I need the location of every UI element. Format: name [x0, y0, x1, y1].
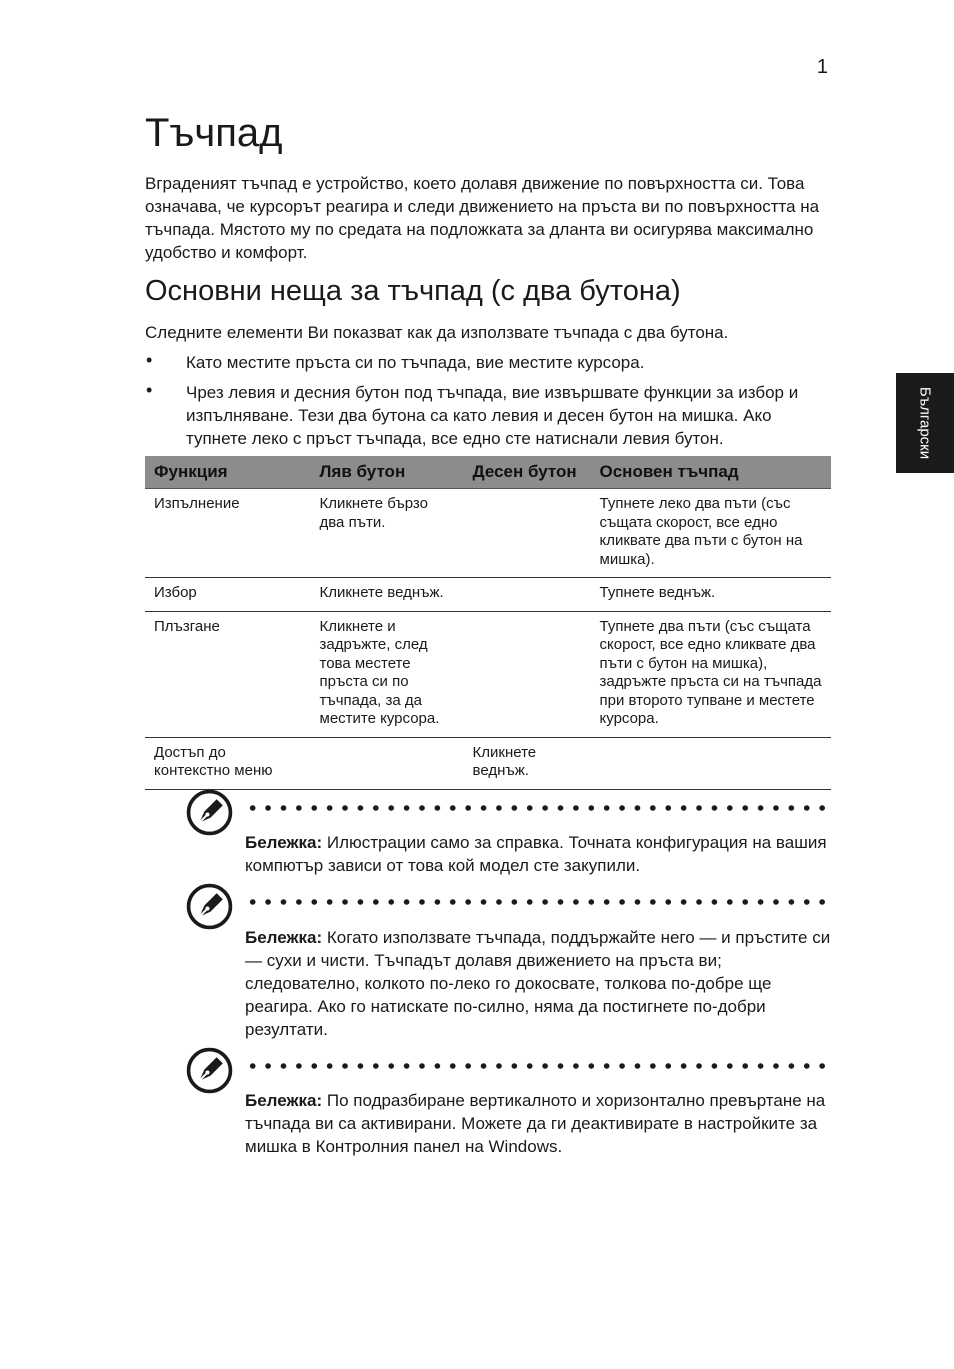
lead-paragraph: Следните елементи Ви показват как да използвате тъчпада с два бутона.: [145, 323, 729, 342]
table-cell: Тупнете два пъти (със същата скорост, все едно кликвате два пъти с бутон на мишка), задръжте пръста си на тъчпада при второто тупване и местете курсора.: [591, 611, 832, 737]
table-cell: Кликнете и задръжте, след това местете пръста си по тъчпада, за да местите курсора.: [311, 611, 464, 737]
note-body: Когато използвате тъчпада, поддържайте него — и пръстите си — сухи и чисти. Тъчпадът долавя движението на пръста ви; следователно, колкото по-леко го докосвате, толкова по-добре ще реагира. Ако го натискате по-силно, няма да постигнете по-добри резултати.: [245, 928, 831, 1039]
note-body: Илюстрации само за справка. Точната конфигурация на вашия компютър зависи от това кой модел сте закупили.: [245, 833, 827, 875]
table-cell: [464, 611, 591, 737]
table-cell: Изпълнение: [145, 489, 311, 578]
note-paragraph: [245, 1089, 835, 1158]
header-main-touchpad: Основен тъчпад: [591, 456, 832, 489]
bullet-item: Чрез левия и десния бутон под тъчпада, вие извършвате функции за избор и изпълняване. Тези два бутона са като левия и десен бутон на мишка. Ако тупнете леко с пръст тъчпада, все едно сте натиснали левия бутон.: [186, 383, 799, 448]
table-cell: Плъзгане: [145, 611, 311, 737]
note-divider: [245, 899, 833, 905]
table-cell: [464, 578, 591, 612]
table-cell: Кликнете бързо два пъти.: [311, 489, 464, 578]
note-label: Бележка:: [245, 833, 323, 852]
language-tab: [896, 373, 954, 473]
page-title: Тъчпад: [145, 111, 283, 155]
note-pen-icon: [186, 883, 233, 930]
header-function: Функция: [145, 456, 311, 489]
note-paragraph: [245, 831, 835, 877]
header-right-button: Десен бутон: [464, 456, 591, 489]
note-pen-icon: [186, 1047, 233, 1094]
table-cell: [464, 489, 591, 578]
note-pen-icon: [186, 789, 233, 836]
page-number: 1: [816, 56, 828, 78]
language-tab-label: Български: [916, 386, 934, 460]
table-row: [145, 489, 831, 578]
note-body: По подразбиране вертикалното и хоризонтално превъртане на тъчпада ви са активирани. Можете да ги деактивирате в настройките за мишка в Контролния панел на Windows.: [245, 1091, 826, 1156]
section-title: Основни неща за тъчпад (с два бутона): [145, 275, 681, 307]
header-left-button: Ляв бутон: [311, 456, 464, 489]
note-label: Бележка:: [245, 928, 323, 947]
note-paragraph: [245, 926, 835, 1041]
table-cell: Тупнете леко два пъти (със същата скорост, все едно кликвате два пъти с бутон на мишка).: [591, 489, 832, 578]
intro-paragraph: Вграденият тъчпад е устройство, което долавя движение по повърхността си. Това означава, че курсорът реагира и следи движението на пръста ви по повърхността на тъчпада. Мястото му по средата на подложката за дланта ви осигурява максимално удобство и комфорт.: [145, 174, 820, 262]
function-table: [145, 456, 831, 790]
table-cell: Тупнете веднъж.: [591, 578, 832, 612]
bullet-marker: •: [146, 350, 153, 370]
note-divider: [245, 1063, 833, 1069]
table-row: [145, 578, 831, 612]
table-cell: [311, 737, 464, 789]
table-cell: Кликнете веднъж.: [311, 578, 464, 612]
bullet-marker: •: [146, 380, 153, 400]
note-divider: [245, 805, 833, 811]
table-cell: Достъп до контекстно меню: [145, 737, 311, 789]
table-header-row: [145, 456, 831, 489]
note-label: Бележка:: [245, 1091, 323, 1110]
table-cell: Кликнете веднъж.: [464, 737, 591, 789]
table-row: [145, 737, 831, 789]
bullet-item: Като местите пръста си по тъчпада, вие местите курсора.: [186, 353, 645, 372]
table-cell: [591, 737, 832, 789]
table-cell: Избор: [145, 578, 311, 612]
table-row: [145, 611, 831, 737]
